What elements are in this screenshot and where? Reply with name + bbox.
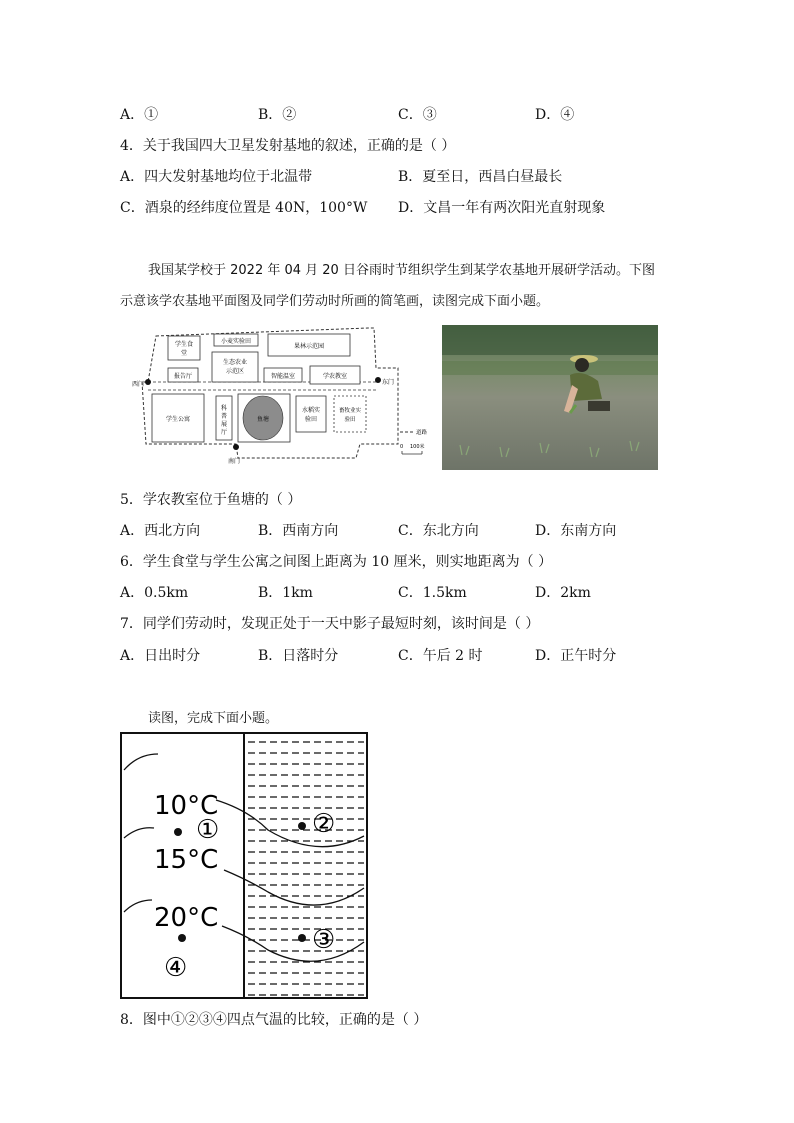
q5-option-d: D．东南方向: [535, 523, 617, 539]
point-1-label: ①: [196, 815, 220, 845]
q6-option-d: D．2km: [535, 585, 591, 601]
svg-text:展: 展: [220, 421, 228, 428]
label-science-hall: 科: [220, 405, 228, 412]
q8-stem: 8．图中①②③④四点气温的比较，正确的是（ ）: [120, 1012, 428, 1028]
q4-stem: 4．关于我国四大卫星发射基地的叙述，正确的是（ ）: [120, 138, 456, 154]
q6-option-a: A．0.5km: [120, 585, 189, 601]
q6-stem: 6．学生食堂与学生公寓之间图上距离为 10 厘米，则实地距离为（ ）: [120, 554, 553, 570]
q4-option-a: A．四大发射基地均位于北温带: [120, 169, 313, 185]
isotherm-diagram: [118, 730, 372, 1002]
point-3-dot: [298, 934, 306, 942]
label-livestock-field: 畜牧业实: [338, 408, 362, 414]
q7-option-b: B．日落时分: [258, 648, 339, 664]
isotherm-label-20: 20°C: [154, 903, 219, 933]
svg-text:示范区: 示范区: [225, 368, 245, 375]
q3-option-a: A．①: [120, 107, 159, 123]
q5-option-c: C．东北方向: [398, 523, 479, 539]
isotherm-label-15: 15°C: [154, 845, 219, 875]
point-1-dot: [174, 828, 182, 836]
label-west-gate: 西门: [132, 381, 145, 388]
q5-option-b: B．西南方向: [258, 523, 339, 539]
q4-option-c: C．酒泉的经纬度位置是 40N，100°W: [120, 200, 368, 216]
q3-option-d: D．④: [535, 107, 575, 123]
q3-option-c: C．③: [398, 107, 437, 123]
label-farm-classroom: 学农教室: [322, 373, 348, 380]
svg-text:验田: 验田: [344, 417, 356, 423]
point-2-label: ②: [312, 809, 336, 839]
farm-base-map: [128, 324, 434, 472]
q5-option-a: A．西北方向: [120, 523, 201, 539]
q7-stem: 7．同学们劳动时，发现正处于一天中影子最短时刻，该时间是（ ）: [120, 616, 540, 632]
q4-option-b: B．夏至日，西昌白昼最长: [398, 169, 563, 185]
svg-text:堂: 堂: [180, 350, 188, 357]
label-east-gate: 东门: [382, 379, 395, 386]
svg-text:验田: 验田: [304, 416, 318, 423]
label-eco-zone: 生态农业: [222, 359, 248, 366]
label-rice-field: 水稻实: [301, 407, 321, 414]
q4-option-d: D．文昌一年有两次阳光直射现象: [398, 200, 606, 216]
label-wheat-field: 小麦实验田: [220, 338, 252, 345]
label-dormitory: 学生公寓: [165, 416, 191, 423]
svg-text:厅: 厅: [220, 429, 228, 436]
road-legend-label: 道路: [416, 430, 428, 436]
point-4-label: ④: [164, 953, 188, 983]
q3-option-b: B．②: [258, 107, 297, 123]
point-3-label: ③: [312, 925, 336, 955]
label-fish-pond: 鱼塘: [256, 416, 270, 423]
q7-option-d: D．正午时分: [535, 648, 617, 664]
label-report-hall: 报告厅: [173, 373, 193, 380]
scale-zero: 0: [400, 444, 404, 450]
intro-paragraph-line1: 我国某学校于 2022 年 04 月 20 日谷雨时节组织学生到某学农基地开展研学活动。下图: [148, 263, 655, 278]
q7-option-a: A．日出时分: [120, 648, 201, 664]
q7-option-c: C．午后 2 时: [398, 648, 483, 664]
svg-text:普: 普: [220, 413, 228, 420]
isotherm-label-10: 10°C: [154, 791, 219, 821]
q5-stem: 5．学农教室位于鱼塘的（ ）: [120, 492, 302, 508]
intro-isotherm: 读图，完成下面小题。: [148, 711, 279, 726]
intro-paragraph-line2: 示意该学农基地平面图及同学们劳动时所画的简笔画，读图完成下面小题。: [120, 294, 550, 309]
label-south-gate: 南门: [228, 458, 241, 465]
point-4-dot: [178, 934, 186, 942]
label-greenhouse: 智能温室: [270, 373, 296, 380]
point-2-dot: [298, 822, 306, 830]
rice-planting-photo: [442, 325, 658, 470]
label-orchard: 果林示范园: [293, 343, 325, 350]
q6-option-c: C．1.5km: [398, 585, 467, 601]
scale-value: 100米: [410, 444, 425, 450]
q6-option-b: B．1km: [258, 585, 313, 601]
label-canteen: 学生食: [174, 341, 194, 348]
